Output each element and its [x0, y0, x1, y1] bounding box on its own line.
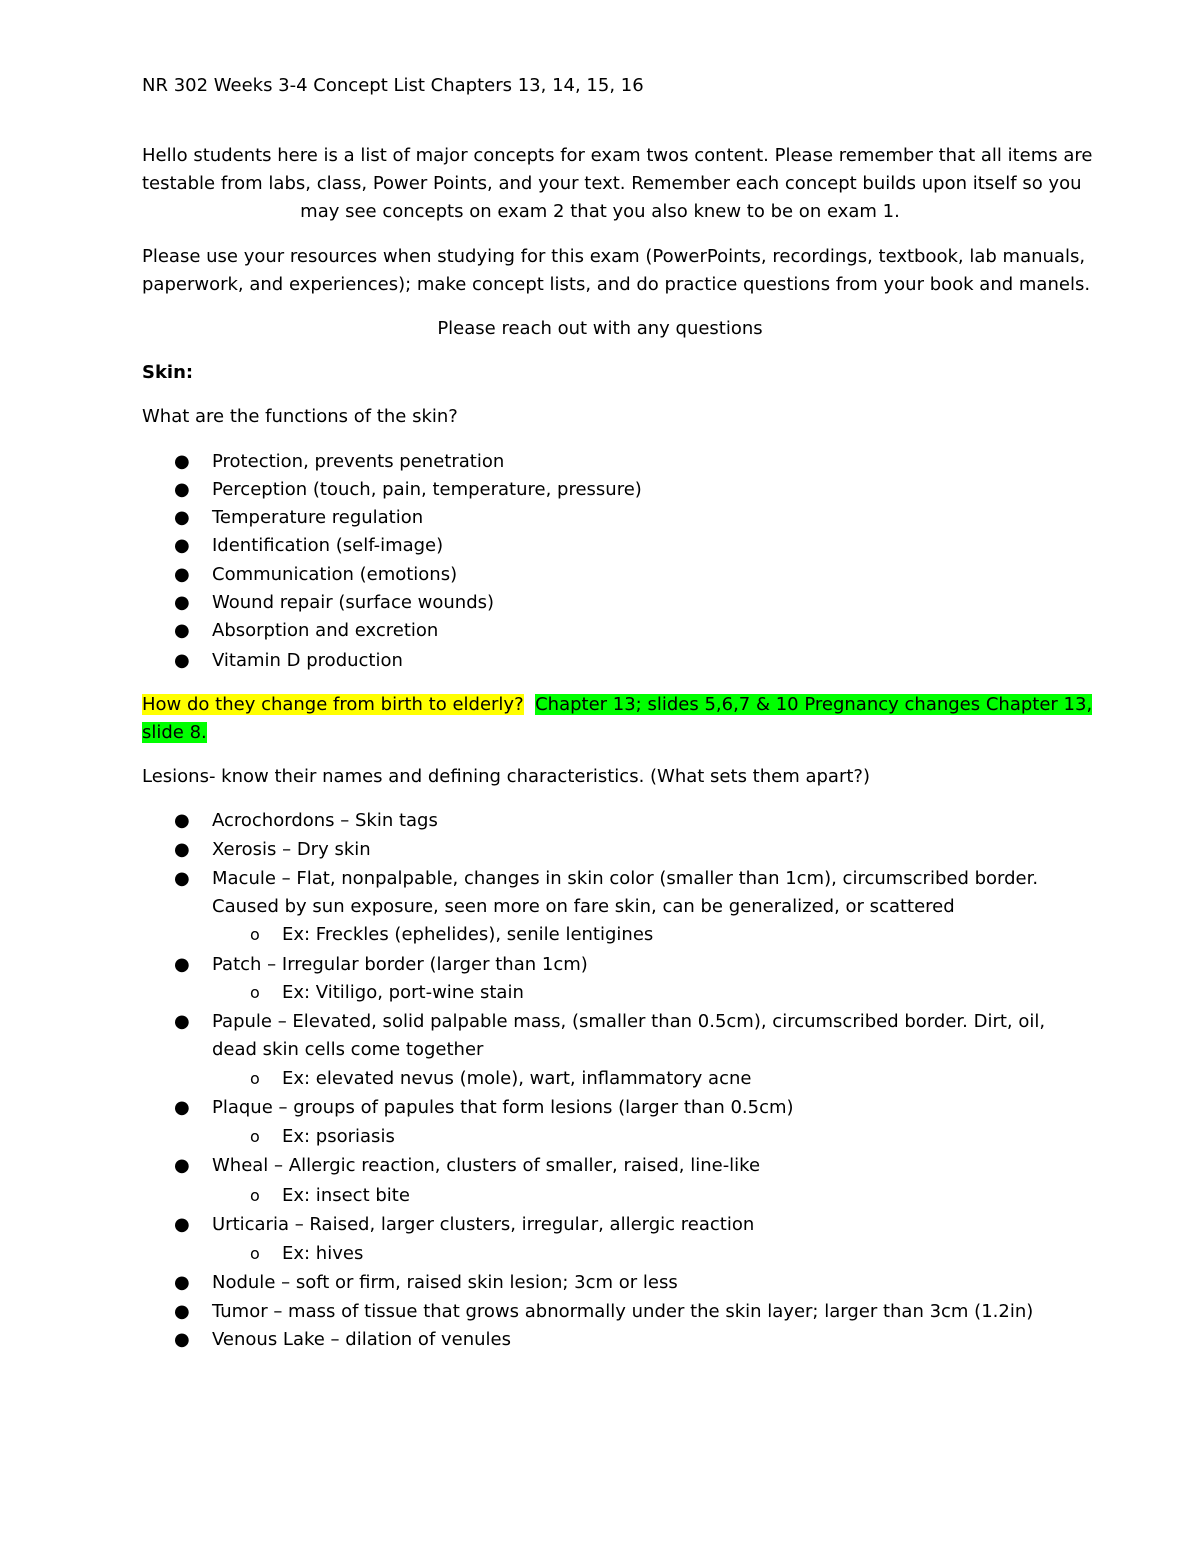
list-item-text: Wound repair (surface wounds): [212, 592, 495, 613]
list-item-text: Macule – Flat, nonpalpable, changes in skin color (smaller than 1cm), circumscribed border.: [212, 868, 1039, 889]
list-item-text: Perception (touch, pain, temperature, pressure): [212, 479, 642, 500]
sub-bullet-icon: o: [250, 925, 260, 944]
bullet-icon: ●: [174, 620, 190, 641]
bullet-icon: ●: [174, 564, 190, 585]
list-item-text: Temperature regulation: [212, 507, 424, 528]
bullet-icon: ●: [174, 479, 190, 500]
list-item-text: Caused by sun exposure, seen more on fare skin, can be generalized, or scattered: [212, 896, 955, 917]
list-item-text: Nodule – soft or firm, raised skin lesion; 3cm or less: [212, 1272, 678, 1293]
intro-line-2: testable from labs, class, Power Points, and your text. Remember each concept builds upon itself so you: [142, 173, 1082, 194]
bullet-icon: ●: [174, 810, 190, 831]
list-item-text: Identification (self-image): [212, 535, 444, 556]
bullet-icon: ●: [174, 1301, 190, 1322]
change-line-1: [142, 691, 1092, 719]
bullet-icon: ●: [174, 535, 190, 556]
bullet-icon: ●: [174, 1155, 190, 1176]
list-item-text: Wheal – Allergic reaction, clusters of smaller, raised, line-like: [212, 1155, 761, 1176]
change-line-2: [142, 719, 207, 747]
sub-bullet-icon: o: [250, 1069, 260, 1088]
list-item-text: Papule – Elevated, solid palpable mass, (smaller than 0.5cm), circumscribed border. Dirt, oil,: [212, 1011, 1046, 1032]
bullet-icon: ●: [174, 954, 190, 975]
bullet-icon: ●: [174, 839, 190, 860]
intro-line-1: Hello students here is a list of major concepts for exam twos content. Please remember that all items are: [142, 145, 1093, 166]
change-reference-highlight-cont: slide 8.: [142, 722, 207, 743]
sub-bullet-icon: o: [250, 983, 260, 1002]
change-question-highlight: How do they change from birth to elderly?: [142, 694, 524, 715]
sub-list-item-text: Ex: hives: [282, 1243, 364, 1264]
list-item-text: Absorption and excretion: [212, 620, 439, 641]
bullet-icon: ●: [174, 592, 190, 613]
intro-line-3: may see concepts on exam 2 that you also knew to be on exam 1.: [300, 201, 900, 222]
resources-line-1: Please use your resources when studying for this exam (PowerPoints, recordings, textbook, lab manuals,: [142, 246, 1086, 267]
functions-question: What are the functions of the skin?: [142, 406, 458, 427]
bullet-icon: ●: [174, 451, 190, 472]
sub-list-item-text: Ex: psoriasis: [282, 1126, 395, 1147]
bullet-icon: ●: [174, 1011, 190, 1032]
bullet-icon: ●: [174, 507, 190, 528]
resources-line-2: paperwork, and experiences); make concept lists, and do practice questions from your book and manels.: [142, 274, 1091, 295]
list-item-text: Tumor – mass of tissue that grows abnormally under the skin layer; larger than 3cm (1.2in): [212, 1301, 1034, 1322]
list-item-text: Venous Lake – dilation of venules: [212, 1329, 512, 1350]
list-item-text: Communication (emotions): [212, 564, 458, 585]
sub-bullet-icon: o: [250, 1127, 260, 1146]
list-item-text: Urticaria – Raised, larger clusters, irregular, allergic reaction: [212, 1214, 755, 1235]
sub-list-item-text: Ex: Vitiligo, port-wine stain: [282, 982, 524, 1003]
bullet-icon: ●: [174, 650, 190, 671]
list-item-text: Xerosis – Dry skin: [212, 839, 371, 860]
document-title: NR 302 Weeks 3-4 Concept List Chapters 13, 14, 15, 16: [142, 75, 644, 96]
list-item-text: Acrochordons – Skin tags: [212, 810, 438, 831]
change-reference-highlight: Chapter 13; slides 5,6,7 & 10 Pregnancy changes Chapter 13,: [535, 694, 1093, 715]
reach-out-line: Please reach out with any questions: [437, 318, 763, 339]
bullet-icon: ●: [174, 1214, 190, 1235]
sub-bullet-icon: o: [250, 1186, 260, 1205]
list-item-text: Patch – Irregular border (larger than 1cm): [212, 954, 588, 975]
sub-bullet-icon: o: [250, 1244, 260, 1263]
sub-list-item-text: Ex: Freckles (ephelides), senile lentigines: [282, 924, 654, 945]
list-item-text: Plaque – groups of papules that form lesions (larger than 0.5cm): [212, 1097, 794, 1118]
lesions-intro: Lesions- know their names and defining characteristics. (What sets them apart?): [142, 766, 870, 787]
list-item-text: Protection, prevents penetration: [212, 451, 505, 472]
bullet-icon: ●: [174, 1272, 190, 1293]
list-item-text: Vitamin D production: [212, 650, 403, 671]
list-item-text: dead skin cells come together: [212, 1039, 484, 1060]
skin-heading: Skin:: [142, 362, 194, 383]
sub-list-item-text: Ex: elevated nevus (mole), wart, inflammatory acne: [282, 1068, 752, 1089]
bullet-icon: ●: [174, 1329, 190, 1350]
sub-list-item-text: Ex: insect bite: [282, 1185, 410, 1206]
bullet-icon: ●: [174, 868, 190, 889]
bullet-icon: ●: [174, 1097, 190, 1118]
